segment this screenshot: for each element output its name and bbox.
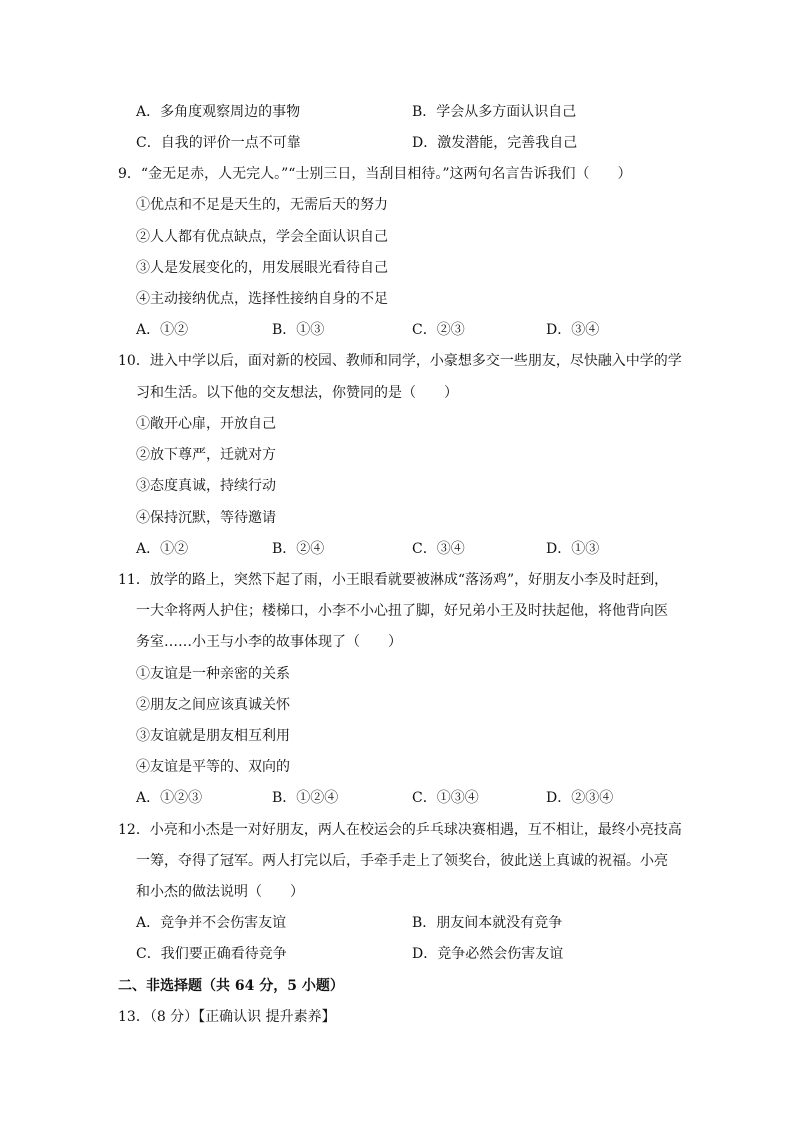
q13-heading: 13．（8 分）【正确认识 提升素养】 <box>118 1009 336 1025</box>
q12-stem-line-1: 12．小亮和小杰是一对好朋友，两人在校运会的乒乓球决赛相遇，互不相让，最终小亮技高 <box>118 822 682 838</box>
q11-item-3: ③友谊就是朋友相互利用 <box>136 728 290 744</box>
q12-option-b: B．朋友间本就没有竞争 <box>412 915 563 931</box>
section-heading: 二、非选择题（共 64 分，5 小题） <box>118 978 344 994</box>
q10-item-3: ③态度真诚，持续行动 <box>136 478 276 494</box>
q9-option-b: B．①③ <box>272 322 325 338</box>
q11-stem-line-1: 11．放学的路上，突然下起了雨，小王眼看就要被淋成“落汤鸡”，好朋友小李及时赶到， <box>118 572 669 588</box>
q9-option-d: D．③④ <box>546 322 600 338</box>
q11-option-d: D．②③④ <box>546 790 614 806</box>
q10-option-c: C．③④ <box>412 541 465 557</box>
q10-item-1: ①敞开心扉，开放自己 <box>136 416 276 432</box>
q10-option-d: D．①③ <box>546 541 600 557</box>
q9-stem: 9．“金无足赤，人无完人。”“士别三日，当刮目相待。”这两句名言告诉我们（ ） <box>118 166 632 182</box>
q10-stem-line-2: 习和生活。以下他的交友想法，你赞同的是（ ） <box>136 385 458 401</box>
q9-item-1: ①优点和不足是天生的，无需后天的努力 <box>136 197 388 213</box>
q12-option-c: C．我们要正确看待竞争 <box>136 946 287 962</box>
q8-option-c: C．自我的评价一点不可靠 <box>136 135 301 151</box>
q9-item-2: ②人人都有优点缺点，学会全面认识自己 <box>136 229 388 245</box>
q11-item-1: ①友谊是一种亲密的关系 <box>136 666 290 682</box>
q8-option-a: A．多角度观察周边的事物 <box>136 104 301 120</box>
q11-stem-line-2: 一大伞将两人护住；楼梯口，小李不小心扭了脚，好兄弟小王及时扶起他，将他背向医 <box>136 603 668 619</box>
q11-option-c: C．①③④ <box>412 790 479 806</box>
q12-stem-line-2: 一筹，夺得了冠军。两人打完以后，手牵手走上了领奖台，彼此送上真诚的祝福。小亮 <box>136 853 668 869</box>
q10-item-4: ④保持沉默，等待邀请 <box>136 510 276 526</box>
q9-item-3: ③人是发展变化的，用发展眼光看待自己 <box>136 260 388 276</box>
q12-option-a: A．竞争并不会伤害友谊 <box>136 915 287 931</box>
q10-stem-line-1: 10．进入中学以后，面对新的校园、教师和同学，小豪想多交一些朋友，尽快融入中学的学 <box>118 353 682 369</box>
q11-item-2: ②朋友之间应该真诚关怀 <box>136 697 290 713</box>
q9-option-a: A．①② <box>136 322 189 338</box>
q11-item-4: ④友谊是平等的、双向的 <box>136 759 290 775</box>
q11-option-b: B．①②④ <box>272 790 339 806</box>
q11-option-a: A．①②③ <box>136 790 203 806</box>
q8-option-d: D．激发潜能，完善我自己 <box>412 135 578 151</box>
q11-stem-line-3: 务室……小王与小李的故事体现了（ ） <box>136 634 402 650</box>
q10-option-a: A．①② <box>136 541 189 557</box>
q9-item-4: ④主动接纳优点，选择性接纳自身的不足 <box>136 291 388 307</box>
q10-option-b: B．②④ <box>272 541 325 557</box>
q12-stem-line-3: 和小杰的做法说明（ ） <box>136 884 304 900</box>
q12-option-d: D．竞争必然会伤害友谊 <box>412 946 564 962</box>
q8-option-b: B．学会从多方面认识自己 <box>412 104 577 120</box>
q10-item-2: ②放下尊严，迁就对方 <box>136 447 276 463</box>
q9-option-c: C．②③ <box>412 322 465 338</box>
